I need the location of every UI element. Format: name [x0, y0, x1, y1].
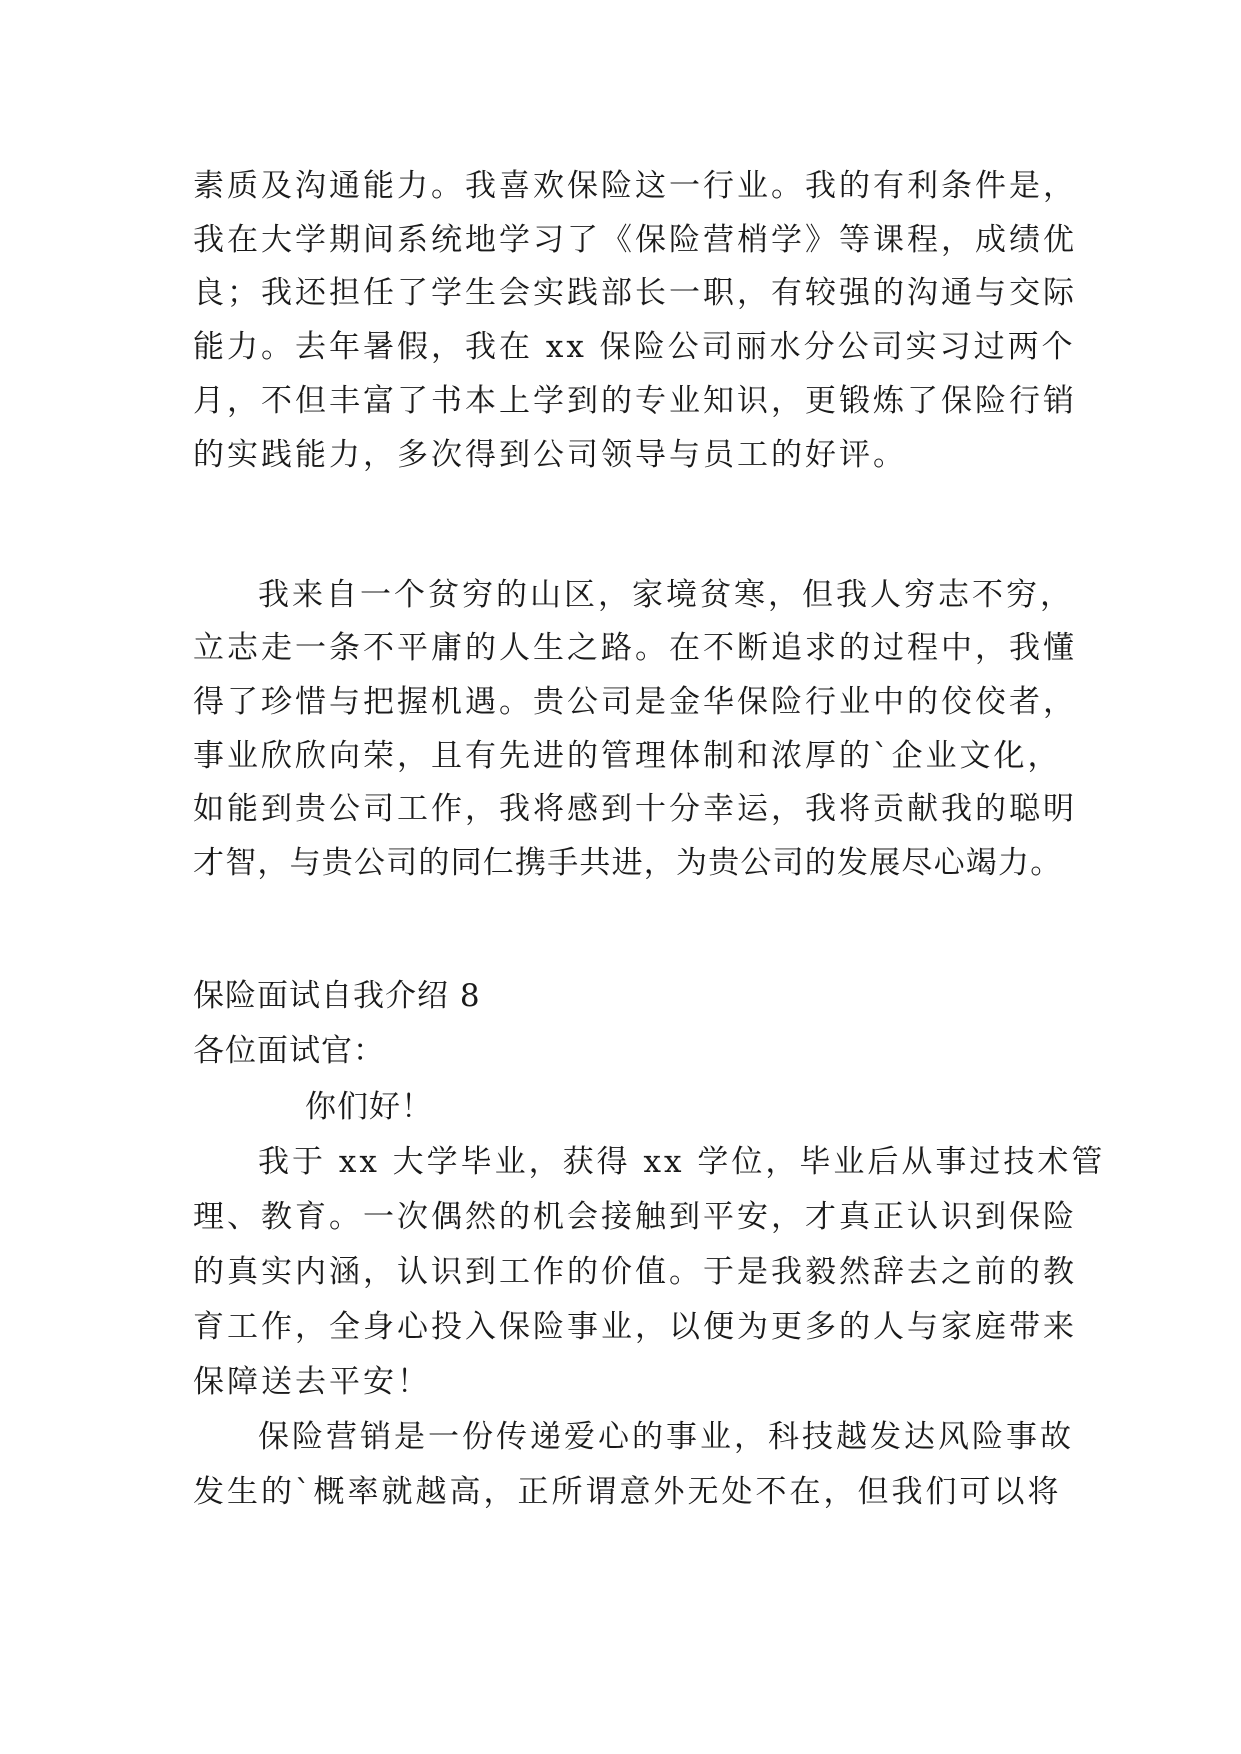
text-line: 保障送去平安！ [193, 1364, 431, 1400]
text-line: 得了珍惜与把握机遇。贵公司是金华保险行业中的佼佼者， [193, 684, 1077, 720]
text-line: 才智，与贵公司的同仁携手共进，为贵公司的发展尽心竭力。 [193, 845, 1063, 881]
text-line: 良；我还担任了学生会实践部长一职，有较强的沟通与交际 [193, 275, 1077, 311]
text-line: 的实践能力，多次得到公司领导与员工的好评。 [193, 437, 907, 473]
salutation: 各位面试官： [193, 1033, 385, 1069]
text-line: 立志走一条不平庸的人生之路。在不断追求的过程中，我懂 [193, 630, 1077, 666]
section-heading: 保险面试自我介绍 8 [193, 978, 481, 1014]
text-line: 能力。去年暑假，我在 xx 保险公司丽水分公司实习过两个 [193, 329, 1076, 365]
text-line: 事业欣欣向荣，且有先进的管理体制和浓厚的`企业文化， [193, 738, 1062, 774]
text-line: 理、教育。一次偶然的机会接触到平安，才真正认识到保险 [193, 1199, 1077, 1235]
text-line: 素质及沟通能力。我喜欢保险这一行业。我的有利条件是， [193, 168, 1077, 204]
text-line: 我来自一个贫穷的山区，家境贫寒，但我人穷志不穷， [258, 577, 1074, 613]
text-line: 月，不但丰富了书本上学到的专业知识，更锻炼了保险行销 [193, 383, 1077, 419]
text-line: 的真实内涵，认识到工作的价值。于是我毅然辞去之前的教 [193, 1254, 1077, 1290]
text-line: 发生的`概率就越高，正所谓意外无处不在，但我们可以将 [193, 1474, 1062, 1510]
greeting: 你们好！ [305, 1089, 433, 1125]
text-line: 我在大学期间系统地学习了《保险营梢学》等课程，成绩优 [193, 222, 1077, 258]
text-line: 保险营销是一份传递爱心的事业，科技越发达风险事故 [258, 1419, 1074, 1455]
text-line: 育工作，全身心投入保险事业，以便为更多的人与家庭带来 [193, 1309, 1077, 1345]
text-line: 如能到贵公司工作，我将感到十分幸运，我将贡献我的聪明 [193, 791, 1077, 827]
text-line: 我于 xx 大学毕业，获得 xx 学位，毕业后从事过技术管 [258, 1144, 1106, 1180]
